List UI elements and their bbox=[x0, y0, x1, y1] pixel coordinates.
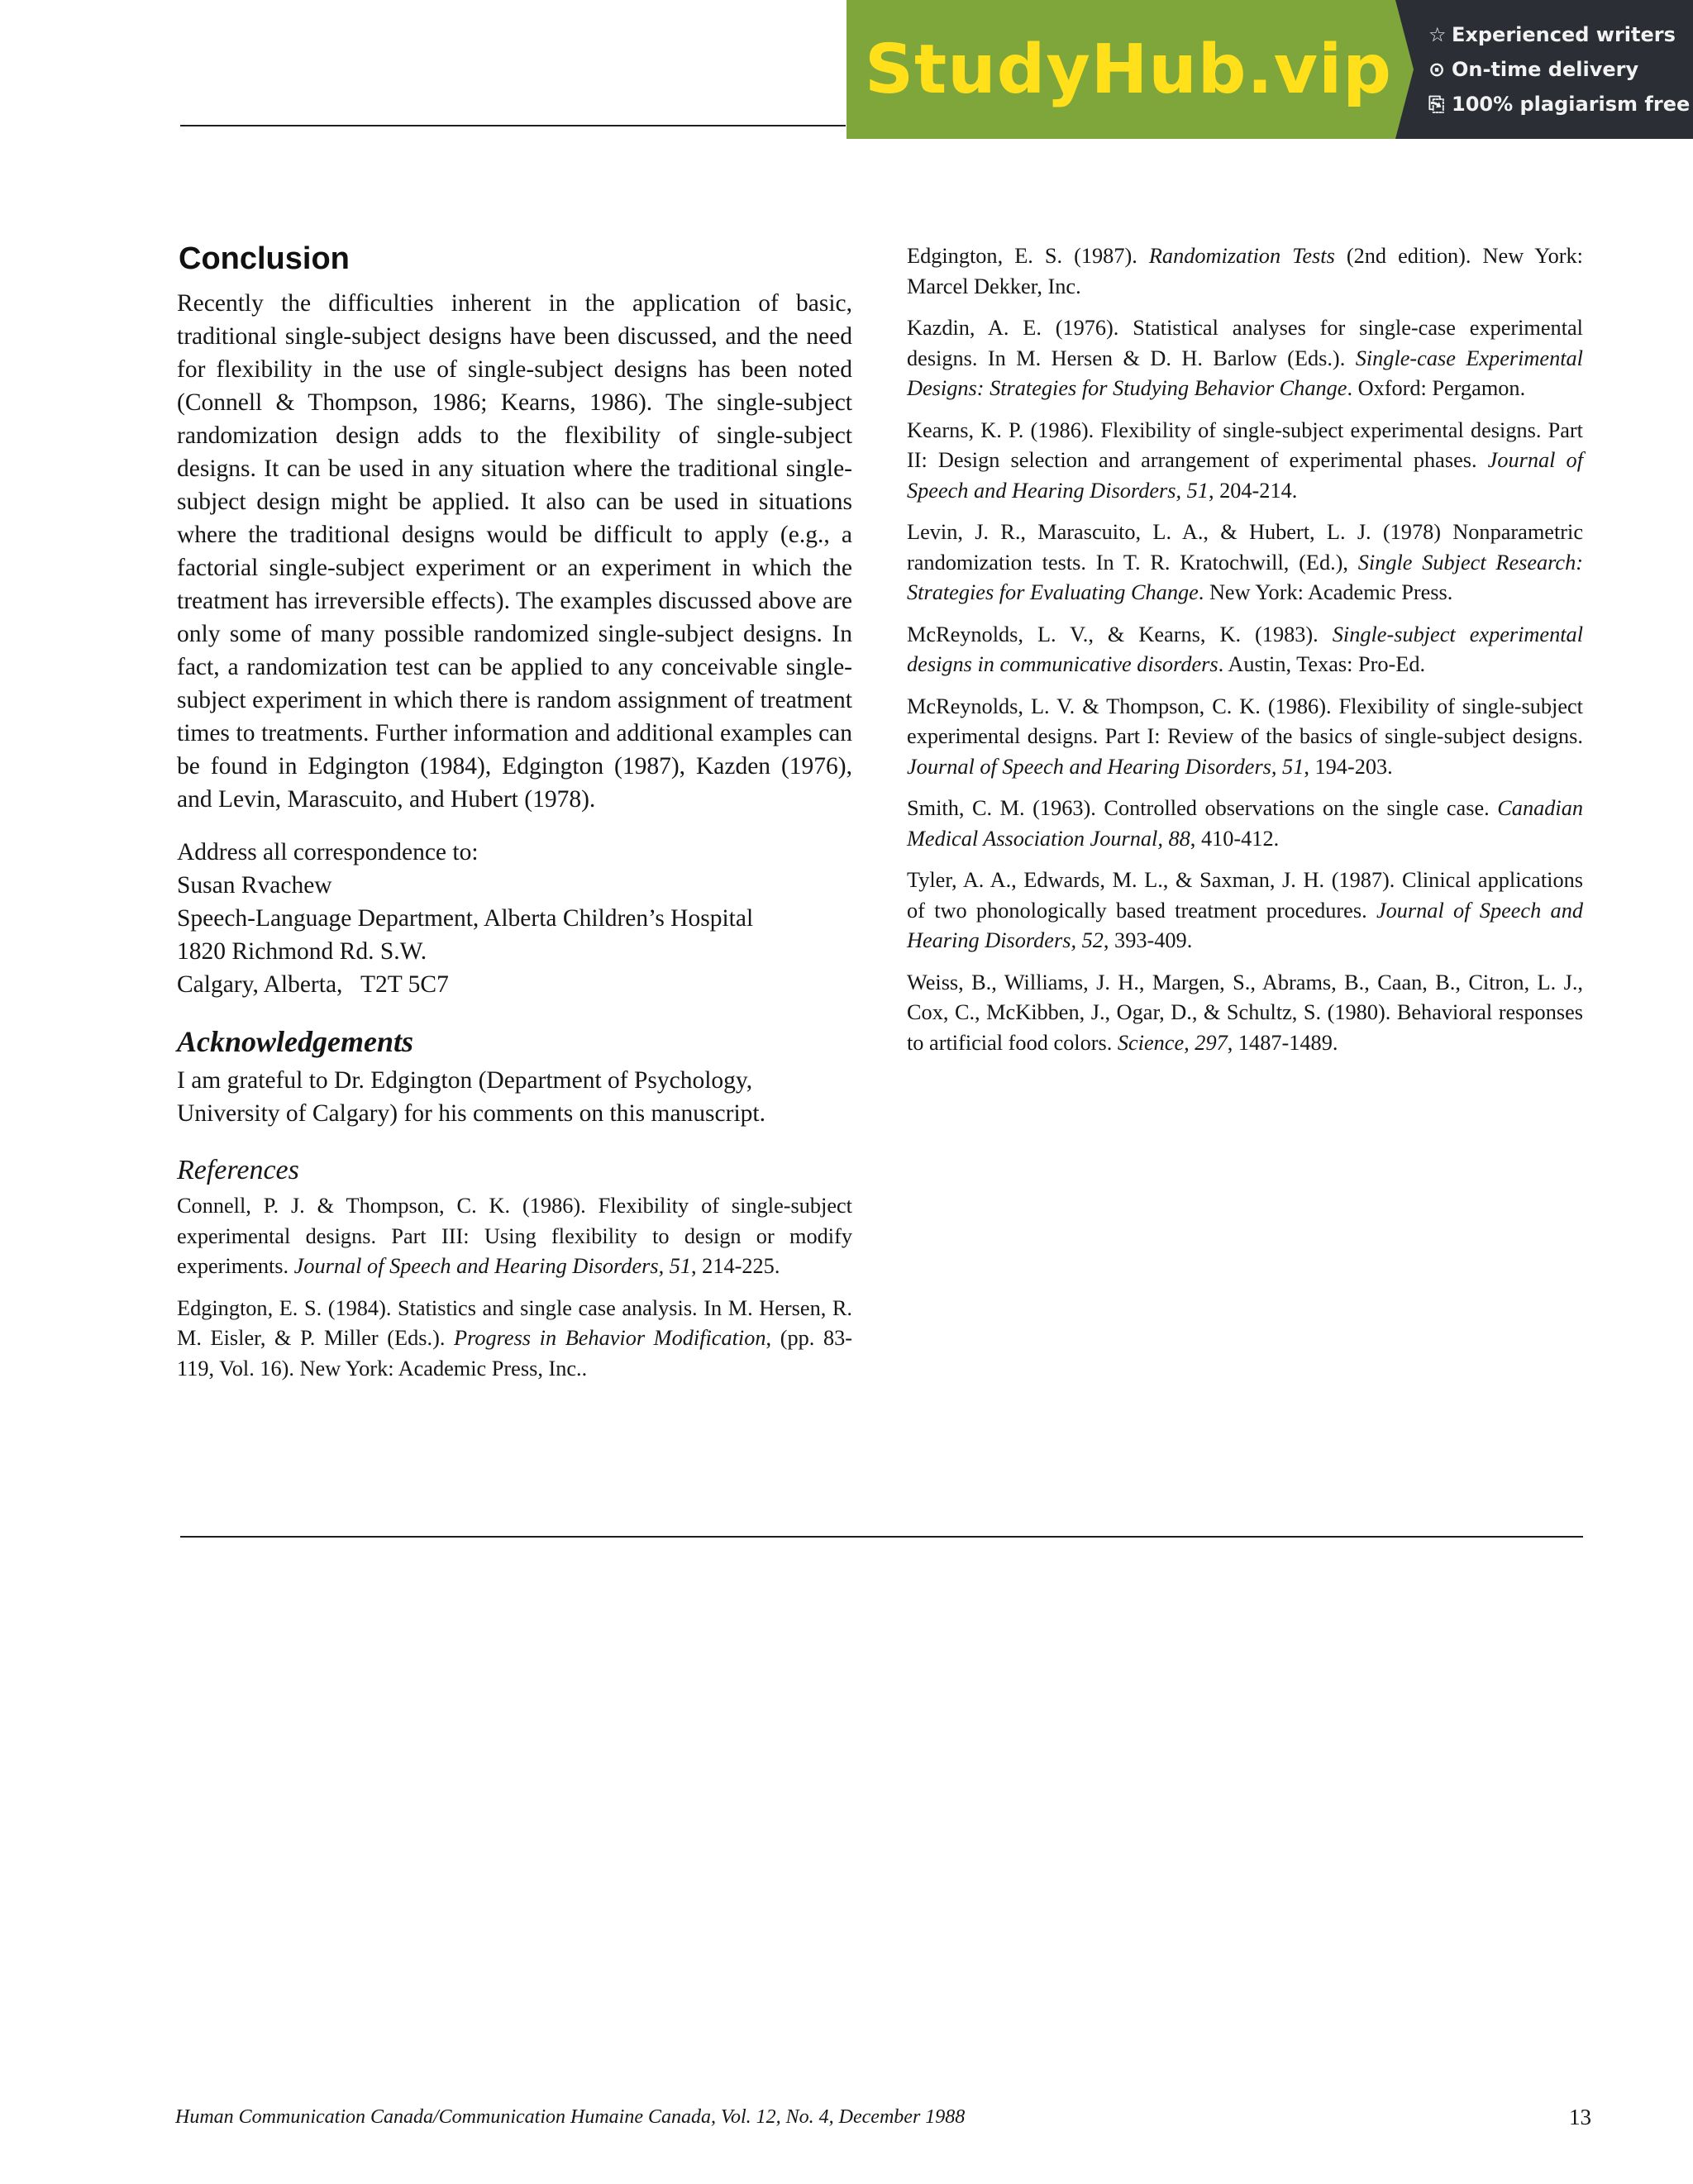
acknowledgements-heading: Acknowledgements bbox=[177, 1025, 413, 1058]
banner-feature: ⎘ 100% plagiarism free bbox=[1428, 93, 1691, 116]
acknowledgements-text: I am grateful to Dr. Edgington (Department of Psychology, University of Calgary) for his comments on this manuscript. bbox=[177, 1067, 765, 1127]
footer-journal-citation: Human Communication Canada/Communication Humaine Canada, Vol. 12, No. 4, December 1988 bbox=[175, 2106, 966, 2128]
reference-item: McReynolds, L. V. & Thompson, C. K. (1986). Flexibility of single-subject experimental designs. Part I: Review of the basics of single-subject designs. Journal of Speech and Hearing Disorders, 51, 194-203. bbox=[907, 694, 1583, 779]
conclusion-heading: Conclusion bbox=[179, 241, 350, 276]
page-number: 13 bbox=[1569, 2105, 1591, 2129]
reference-item: Weiss, B., Williams, J. H., Margen, S., Abrams, B., Caan, B., Citron, L. J., Cox, C., McKibben, J., Ogar, D., & Schultz, S. (1980). Behavioral responses to artificial food colors. Science, 297, 1487-1489. bbox=[907, 970, 1583, 1055]
banner-logo[interactable] bbox=[846, 0, 1395, 139]
reference-item: Smith, C. M. (1963). Controlled observations on the single case. Canadian Medical Association Journal, 88, 410-412. bbox=[907, 796, 1583, 851]
banner-arrow bbox=[1395, 0, 1414, 139]
banner-feature: ☆ Experienced writers bbox=[1428, 23, 1676, 46]
reference-item: Kazdin, A. E. (1976). Statistical analyses for single-case experimental designs. In M. Hersen & D. H. Barlow (Eds.). Single-case Experimental Designs: Strategies for Studying Behavior Change. Oxford: Pergamon. bbox=[907, 316, 1583, 400]
reference-item: Edgington, E. S. (1984). Statistics and single case analysis. In M. Hersen, R. M. Eisler, & P. Miller (Eds.). Progress in Behavior Modification, (pp. 83-119, Vol. 16). New York: Academic Press, Inc.. bbox=[177, 1295, 853, 1380]
star-icon: ☆ bbox=[1428, 23, 1447, 46]
clock-icon: ⊙ bbox=[1428, 58, 1446, 81]
banner-features bbox=[1414, 0, 1693, 139]
reference-item: Levin, J. R., Marascuito, L. A., & Hubert, L. J. (1978) Nonparametric randomization tests. In T. R. Kratochwill, (Ed.), Single Subject Research: Strategies for Evaluating Change. New York: Academic Press. bbox=[907, 520, 1584, 604]
address-city: Calgary, Alberta, T2T 5C7 bbox=[177, 971, 449, 998]
document-check-icon: ⎘ bbox=[1428, 93, 1445, 116]
right-column bbox=[907, 241, 1583, 1070]
reference-item: Connell, P. J. & Thompson, C. K. (1986). Flexibility of single-subject experimental designs. Part III: Using flexibility to design or modify experiments. Journal of Speech and Hearing Disorders, 51, 214-225. bbox=[177, 1194, 852, 1278]
ad-banner[interactable] bbox=[846, 0, 1693, 139]
banner-logo-text: StudyHub.vip bbox=[865, 30, 1392, 109]
conclusion-text: Recently the difficulties inherent in the application of basic, traditional single-subject designs have been discussed, and the need for flexibility in the use of single-subject designs has been noted (Connell & Thompson, 1986; Kearns, 1986). The single-subject randomization design adds to the flexibility of single-subject designs. It can be used in any situation where the traditional single-subject design might be applied. It also can be used in situations where the traditional designs would be difficult to apply (e.g., a factorial single-subject experiment or an experiment in which the treatment has irreversible effects). The examples discussed above are only some of many possible randomized single-subject designs. In fact, a randomization test can be applied to any conceivable single-subject experiment in which there is random assignment of treatment times to treatments. Further information and additional examples can be found in Edgington (1984), Edgington (1987), Kazden (1976), and Levin, Marascuito, and Hubert (1978). bbox=[177, 290, 852, 813]
left-column bbox=[177, 241, 852, 1395]
address-intro: Address all correspondence to: bbox=[177, 839, 479, 865]
references-heading: References bbox=[177, 1155, 299, 1185]
address-dept: Speech-Language Department, Alberta Children’s Hospital bbox=[177, 905, 754, 932]
address-block bbox=[177, 836, 852, 1001]
reference-item: McReynolds, L. V., & Kearns, K. (1983). Single-subject experimental designs in communicative disorders. Austin, Texas: Pro-Ed. bbox=[907, 622, 1583, 676]
banner-feature: ⊙ On-time delivery bbox=[1428, 58, 1639, 81]
address-name: Susan Rvachew bbox=[177, 872, 332, 899]
reference-item: Edgington, E. S. (1987). Randomization Tests (2nd edition). New York: Marcel Dekker, Inc. bbox=[907, 244, 1583, 298]
reference-item: Kearns, K. P. (1986). Flexibility of single-subject experimental designs. Part II: Design selection and arrangement of experimental phases. Journal of Speech and Hearing Disorders, 51, 204-214. bbox=[907, 417, 1583, 503]
reference-item: Tyler, A. A., Edwards, M. L., & Saxman, J. H. (1987). Clinical applications of two phonologically based treatment procedures. Journal of Speech and Hearing Disorders, 52, 393-409. bbox=[907, 868, 1583, 952]
address-street: 1820 Richmond Rd. S.W. bbox=[177, 938, 427, 965]
top-rule bbox=[180, 125, 846, 126]
bottom-rule bbox=[180, 1536, 1583, 1538]
